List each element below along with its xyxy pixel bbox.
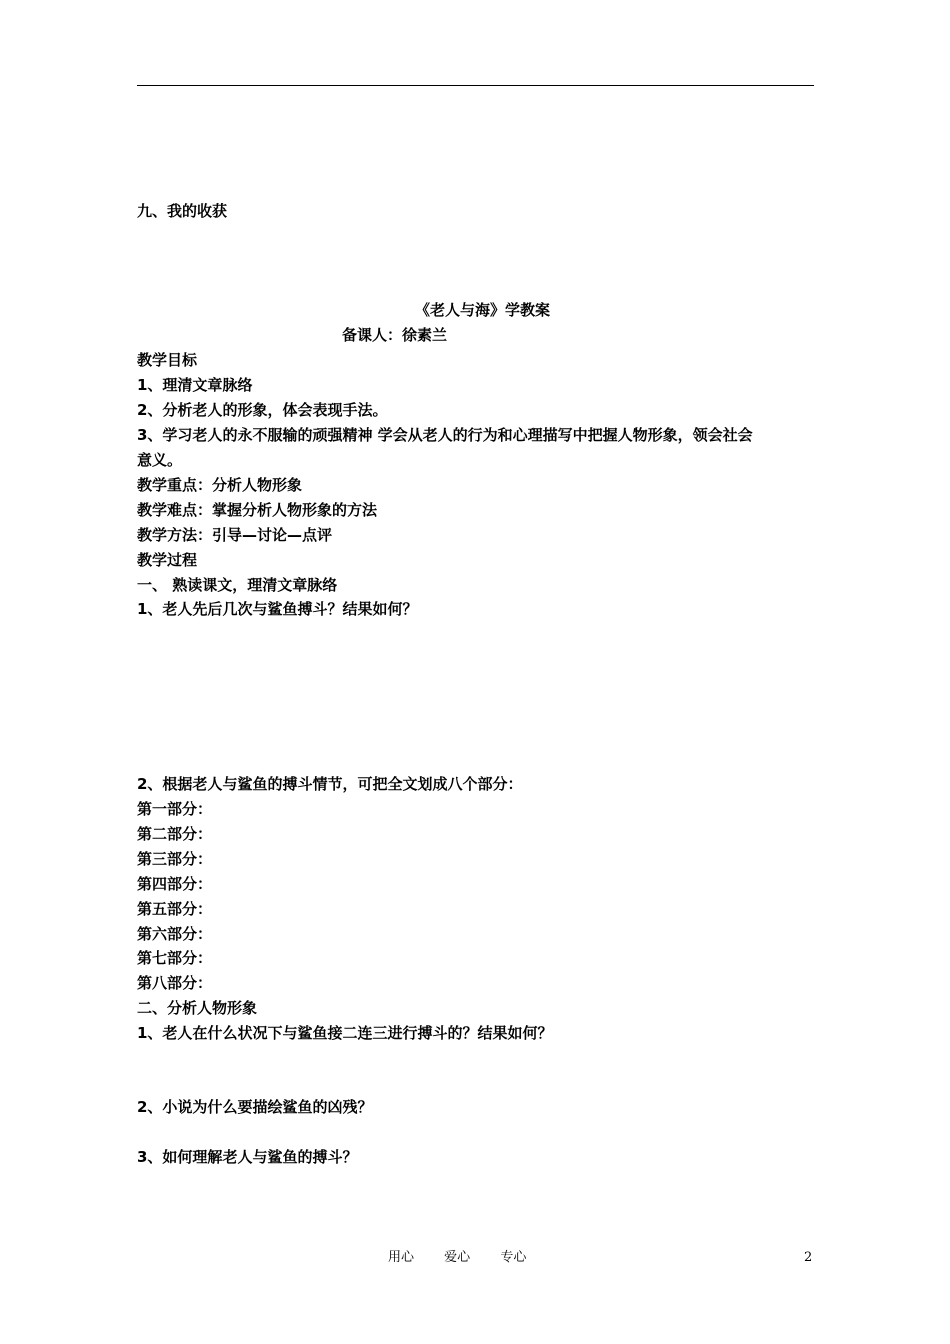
text-line: 1、老人先后几次与鲨鱼搏斗？结果如何？ [137, 600, 418, 618]
text-line: 教学目标 [137, 351, 198, 369]
question-2: 2、小说为什么要描绘鲨鱼的凶残？ [137, 1098, 373, 1116]
text-line: 第八部分： [137, 974, 213, 992]
text-line: 第三部分： [137, 850, 213, 868]
text-line: 二、分析人物形象 [137, 999, 258, 1017]
text-line: 教学过程 [137, 551, 198, 569]
text-line: 教学方法：引导—讨论—点评 [137, 526, 333, 544]
header-rule [137, 85, 814, 86]
text-line: 第六部分： [137, 925, 213, 943]
text-line: 教学重点：分析人物形象 [137, 476, 303, 494]
text-line: 3、学习老人的永不服输的顽强精神 学会从老人的行为和心理描写中把握人物形象，领会社会 [137, 426, 753, 444]
footer-word: 用心 [388, 1250, 415, 1265]
section-nine-heading: 九、我的收获 [137, 202, 228, 220]
page-number: 2 [804, 1250, 813, 1265]
footer-word: 爱心 [444, 1250, 471, 1265]
question-3: 3、如何理解老人与鲨鱼的搏斗？ [137, 1148, 358, 1166]
text-line: 第四部分： [137, 875, 213, 893]
text-line: 第一部分： [137, 800, 213, 818]
document-title: 《老人与海》学教案 [415, 301, 551, 319]
text-line: 意义。 [137, 451, 183, 469]
text-line: 1、老人在什么状况下与鲨鱼接二连三进行搏斗的？结果如何？ [137, 1024, 553, 1042]
footer-word: 专心 [500, 1250, 527, 1265]
text-line: 2、分析老人的形象，体会表现手法。 [137, 401, 388, 419]
author-line: 备课人：徐素兰 [342, 326, 448, 344]
text-line: 第五部分： [137, 900, 213, 918]
text-line: 一、 熟读课文，理清文章脉络 [137, 576, 338, 594]
text-line: 教学难点：掌握分析人物形象的方法 [137, 501, 378, 519]
footer-motto [388, 1248, 552, 1268]
text-line: 1、理清文章脉络 [137, 376, 253, 394]
text-line: 第二部分： [137, 825, 213, 843]
text-line: 第七部分： [137, 949, 213, 967]
text-line: 2、根据老人与鲨鱼的搏斗情节，可把全文划成八个部分： [137, 775, 523, 793]
